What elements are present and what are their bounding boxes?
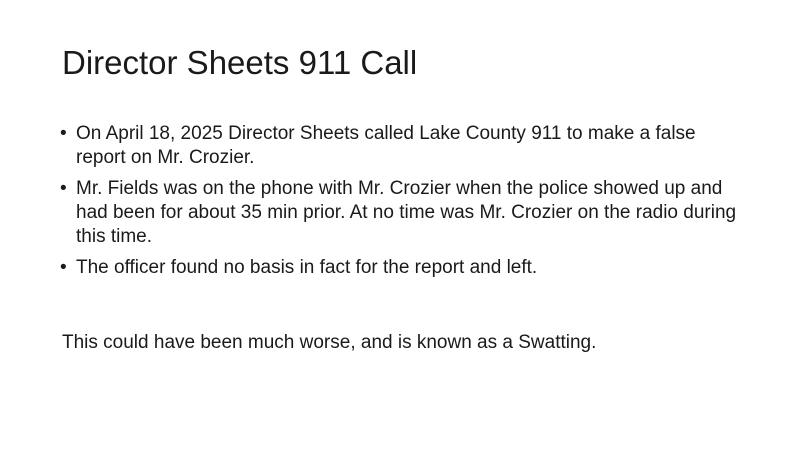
bullet-item: [60, 122, 750, 170]
closing-statement: This could have been much worse, and is known as a Swatting.: [62, 332, 597, 353]
bullet-marker: •: [60, 178, 67, 199]
bullet-marker: •: [60, 123, 67, 144]
bullet-text: The officer found no basis in fact for the report and left.: [76, 257, 538, 278]
bullet-marker: •: [60, 257, 67, 278]
slide-title: Director Sheets 911 Call: [62, 44, 418, 81]
bullet-list: [60, 122, 750, 287]
bullet-text: On April 18, 2025 Director Sheets called Lake County 911 to make a false report on Mr. Crozier.: [76, 123, 696, 168]
bullet-item: [60, 256, 750, 280]
bullet-text: Mr. Fields was on the phone with Mr. Crozier when the police showed up and had been for about 35 min prior. At no time was Mr. Crozier on the radio during this time.: [76, 178, 737, 247]
bullet-item: [60, 177, 750, 249]
